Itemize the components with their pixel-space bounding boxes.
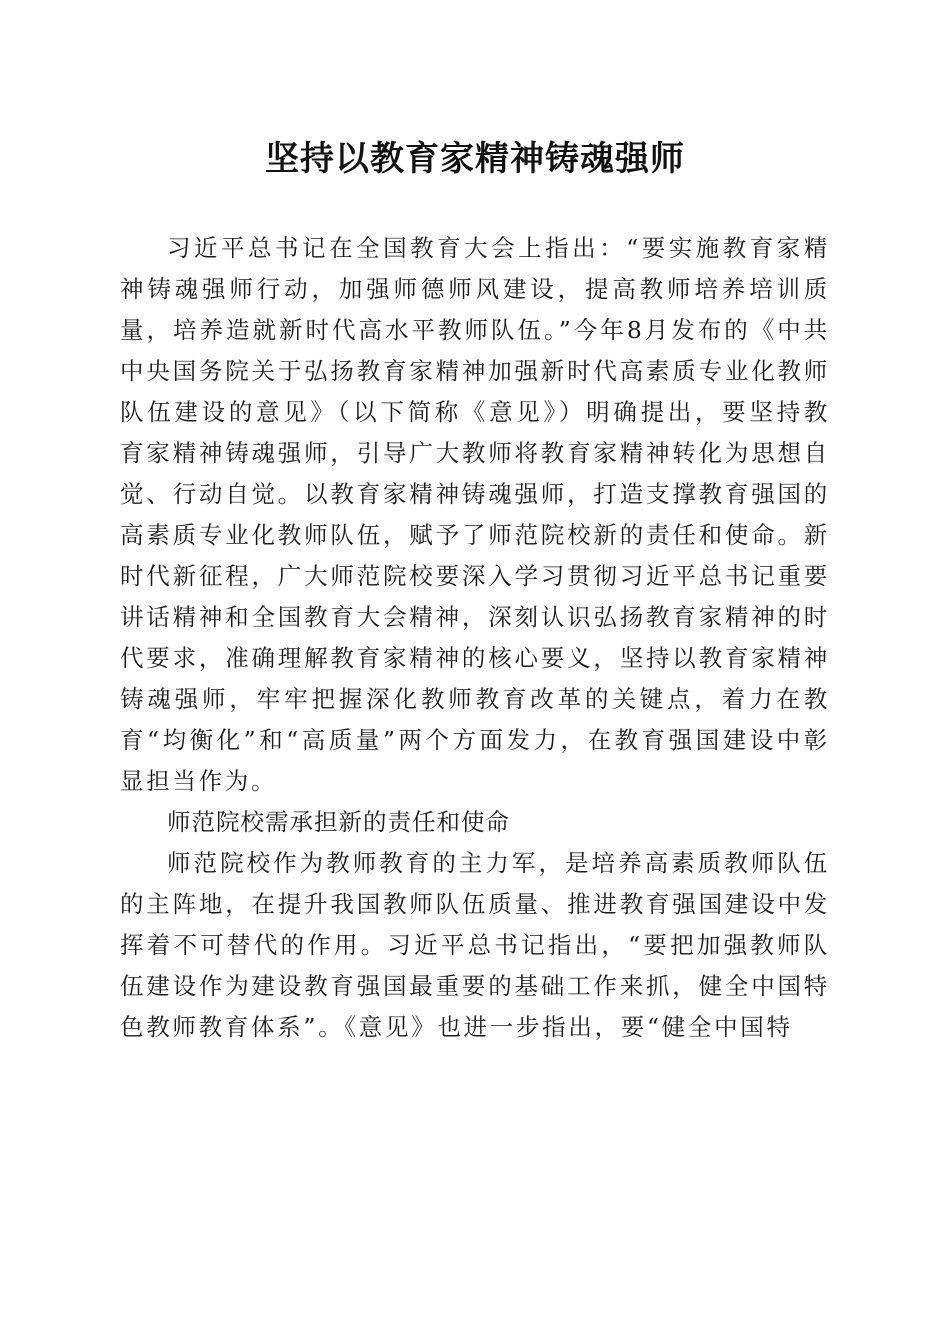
document-body [120,228,830,1048]
document-title: 坚持以教育家精神铸魂强师 [265,139,685,179]
section-heading: 师范院校需承担新的责任和使命 [167,808,510,836]
paragraph-intro: 习近平总书记在全国教育大会上指出：“要实施教育家精神铸魂强师行动，加强师德师风建设，提高教师培养培训质量，培养造就新时代高水平教师队伍。”今年8月发布的《中共中央国务院关于弘扬教育家精神加强新时代高素质专业化教师队伍建设的意见》（以下简称《意见》）明确提出，要坚持教育家精神铸魂强师，引导广大教师将教育家精神转化为思想自觉、行动自觉。以教育家精神铸魂强师，打造支撑教育强国的高素质专业化教师队伍，赋予了师范院校新的责任和使命。新时代新征程，广大师范院校要深入学习贯彻习近平总书记重要讲话精神和全国教育大会精神，深刻认识弘扬教育家精神的时代要求，准确理解教育家精神的核心要义，坚持以教育家精神铸魂强师，牢牢把握深化教师教育改革的关键点，着力在教育“均衡化”和“高质量”两个方面发力，在教育强国建设中彰显担当作为。 [120,234,830,795]
paragraph-section-1: 师范院校作为教师教育的主力军，是培养高素质教师队伍的主阵地，在提升我国教师队伍质量、推进教育强国建设中发挥着不可替代的作用。习近平总书记指出，“要把加强教师队伍建设作为建设教育强国最重要的基础工作来抓，健全中国特色教师教育体系”。《意见》也进一步指出，要“健全中国特 [120,849,830,1041]
